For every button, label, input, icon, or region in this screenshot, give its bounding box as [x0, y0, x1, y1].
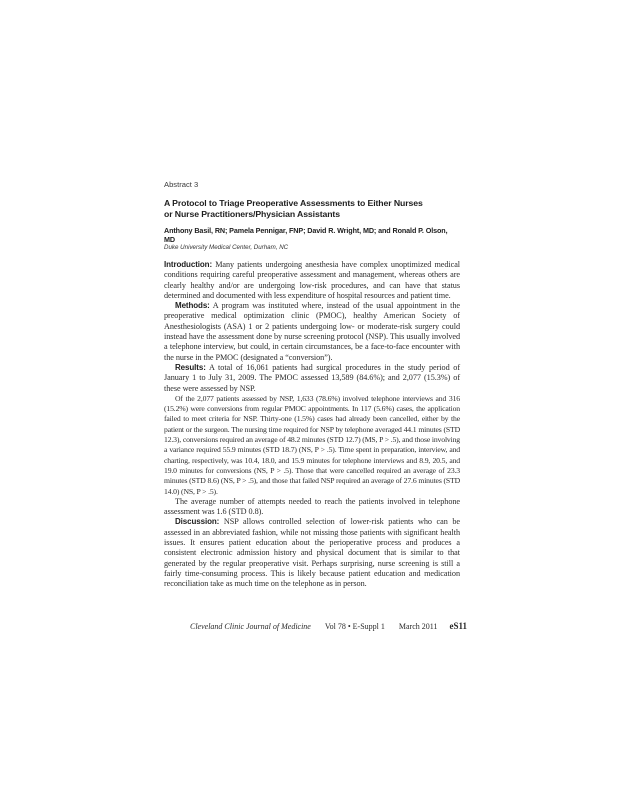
results-paragraph — [164, 363, 460, 394]
introduction-heading: Introduction: — [164, 260, 213, 269]
supplement: E-Suppl 1 — [352, 622, 385, 631]
volume: Vol 78 — [324, 622, 346, 631]
methods-paragraph — [164, 301, 460, 363]
abstract-label: Abstract 3 — [164, 180, 199, 189]
page-number: eS11 — [449, 621, 467, 631]
page-footer — [190, 621, 467, 631]
abstract-body — [164, 260, 460, 590]
results-paragraph-3: The average number of attempts needed to reach the patients involved in telephone assessment was 1.6 (STD 0.8). — [164, 496, 460, 517]
introduction-paragraph — [164, 260, 460, 301]
results-text: A total of 16,061 patients had surgical procedures in the study period of January 1 to July 31, 2009. The PMOC assessed 13,589 (84.6%); and 2,077 (15.3%) of these were assessed by NSP. — [164, 362, 461, 393]
results-heading: Results: — [175, 362, 206, 372]
abstract-block — [164, 180, 460, 590]
bullet-separator: • — [347, 622, 351, 631]
title-line-2: or Nurse Practitioners/Physician Assistants — [164, 208, 340, 219]
methods-heading: Methods: — [175, 301, 210, 311]
journal-name: Cleveland Clinic Journal of Medicine — [190, 622, 311, 631]
discussion-heading: Discussion: — [175, 517, 220, 527]
discussion-paragraph — [164, 517, 460, 589]
discussion-text: NSP allows controlled selection of lower-risk patients who can be assessed in an abbreviated fashion, while not missing those patients with significant health issues. It ensures patient education about the perioperative process and produces a consistent electronic admission history and physical document that is similar to that generated by the regular preoperative visit. Perhaps surprising, nurse screening is still a fairly time-consuming process. This is likely because patient education and medication reconciliation take as much time on the telephone as in person. — [164, 517, 460, 589]
title-line-1: A Protocol to Triage Preoperative Assessments to Either Nurses — [164, 198, 423, 208]
methods-text: A program was instituted where, instead of the usual appointment in the preoperative medical optimization clinic (PMOC), healthy American Society of Anesthesiologists (ASA) 1 or 2 patients undergoing low- or moderate-risk surgery could instead have the assessment done by nurse screening protocol (NSP). This usually involved a telephone interview, but could, in certain circumstances, be a face-to-face encounter with the nurse in the PMOC (designated a “conversion”). — [164, 301, 460, 362]
issue-date: March 2011 — [398, 622, 438, 631]
introduction-text: Many patients undergoing anesthesia have complex unoptimized medical conditions requiring careful preoperative assessment and management, whereas others are clearly healthy and/or are undergoing low-risk procedures, and can have that status determined and documented with less expenditure of hospital resources and patient time. — [164, 260, 461, 300]
affiliation: Duke University Medical Center, Durham, NC — [164, 244, 289, 251]
results-paragraph-2: Of the 2,077 patients assessed by NSP, 1,633 (78.6%) involved telephone interviews and 316 (15.2%) were conversions from regular PMOC appointments. In 117 (5.6%) cases, the application failed to meet criteria for NSP. Thirty-one (1.5%) cases had already been cancelled, either by the patient or the surgeon. The nursing time required for NSP by telephone averaged 44.1 minutes (STD 12.3), conversions required an average of 48.2 minutes (STD 12.7) (MS, P > .5), and those involving a variance required 55.9 minutes (STD 18.7) (NS, P > .5). Time spent in preparation, interview, and charting, respectively, was 10.4, 18.0, and 15.9 minutes for telephone interviews and 8.9, 20.5, and 19.0 minutes for conversions (NS, P > .5). Those that were cancelled required an average of 23.3 minutes (STD 8.6) (NS, P > .5), and those that failed NSP required an average of 27.6 minutes (STD 14.0) (NS, P > .5). — [164, 393, 460, 496]
abstract-title — [164, 198, 460, 219]
authors: Anthony Basil, RN; Pamela Pennigar, FNP; David R. Wright, MD; and Ronald P. Olson, MD — [164, 226, 448, 244]
